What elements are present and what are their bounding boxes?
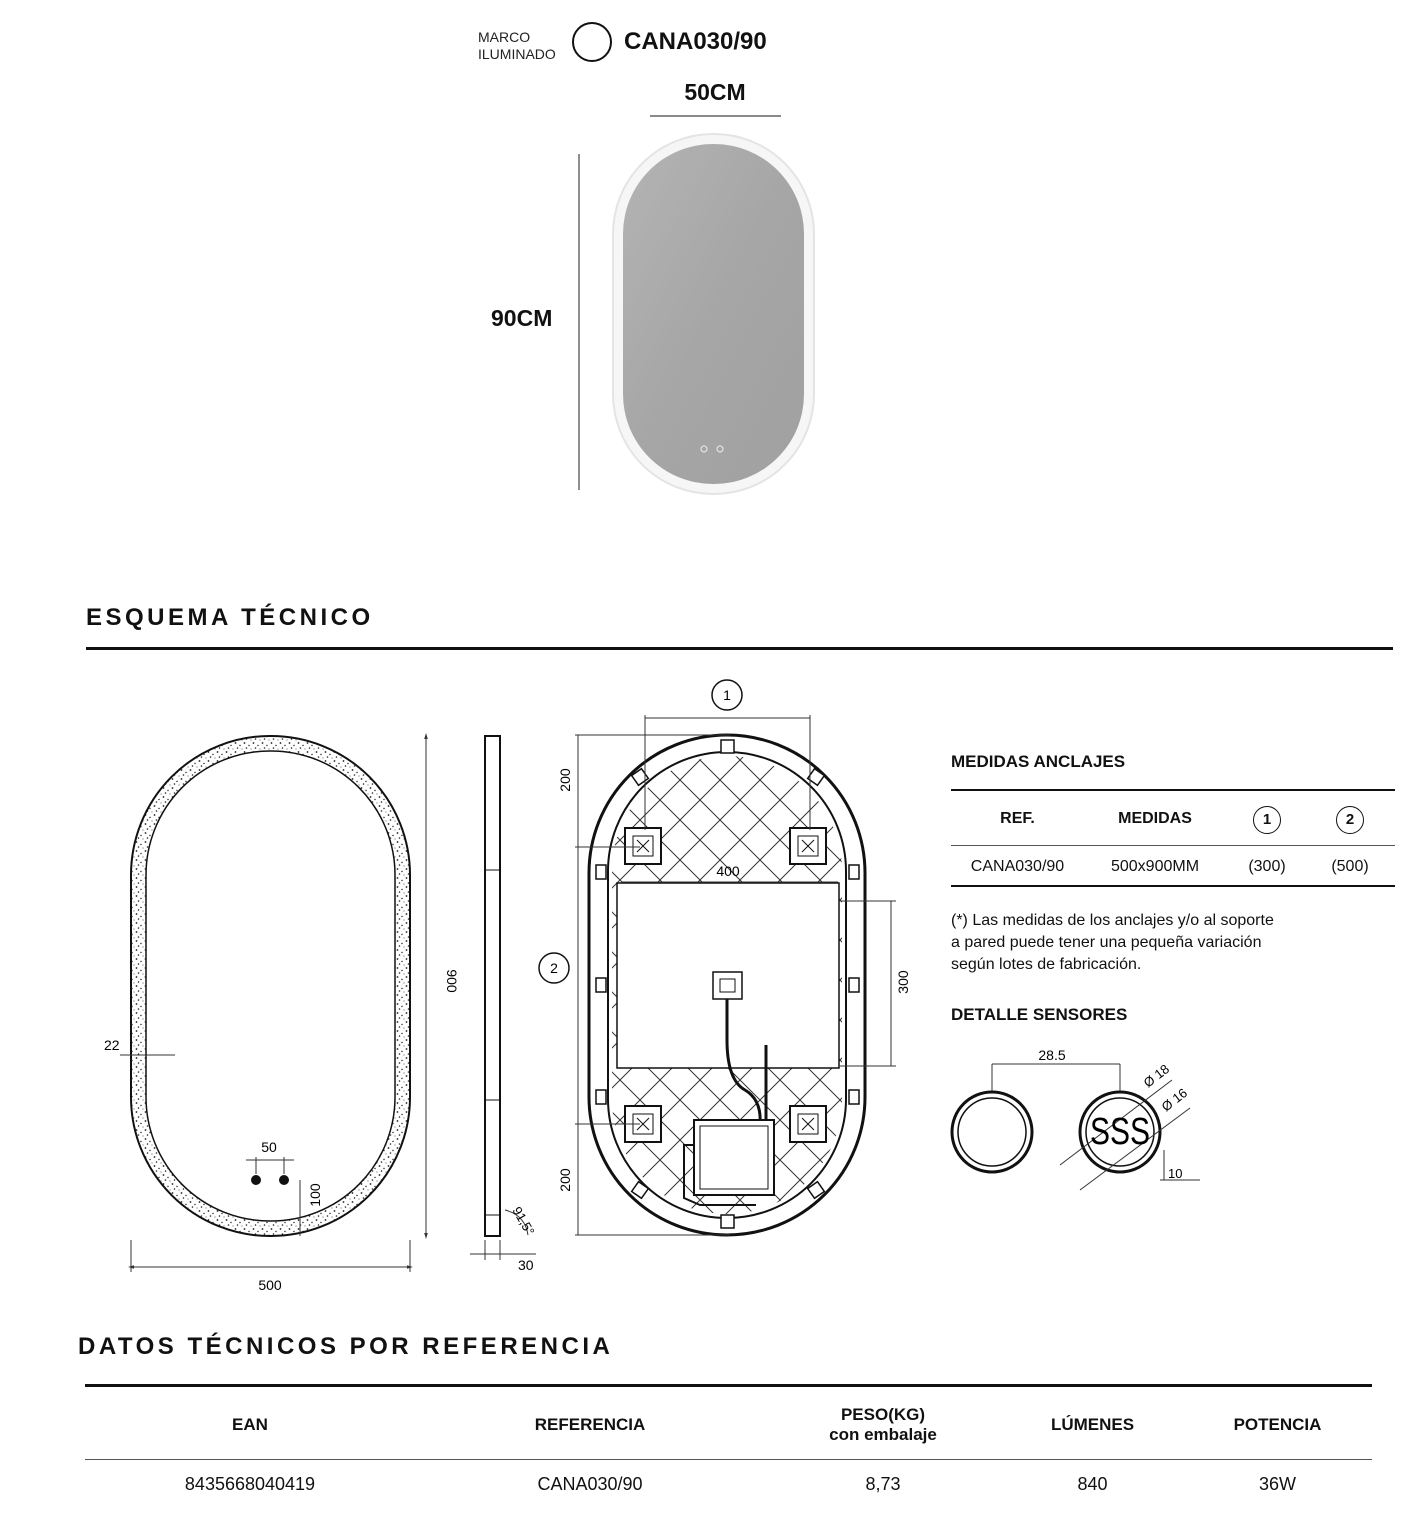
- front-height-dim: 900: [444, 969, 460, 993]
- anchors-header-callout-2: 2: [1336, 806, 1364, 834]
- frame-label-line2: ILUMINADO: [478, 46, 556, 62]
- technical-header-weight-line2: con embalaje: [829, 1425, 937, 1444]
- anchors-header-medidas: MEDIDAS: [1118, 810, 1192, 827]
- side-depth-dim: 30: [518, 1257, 534, 1273]
- sensor-inner-dim: Ø 16: [1158, 1085, 1191, 1115]
- sensor-symbol: SSS: [1090, 1111, 1150, 1153]
- technical-drawing: [0, 660, 930, 1300]
- anchors-rule-mid: [951, 845, 1395, 846]
- front-border-dim: 22: [104, 1037, 120, 1053]
- sensor-detail: [940, 1040, 1200, 1200]
- technical-header-lumens: LÚMENES: [1050, 1415, 1135, 1434]
- sensors-title: DETALLE SENSORES: [951, 1005, 1128, 1024]
- technical-cell-ref: CANA030/90: [537, 1474, 643, 1494]
- anchors-cell: 500x900MM: [1110, 858, 1200, 875]
- callout-1: 1: [723, 687, 731, 703]
- technical-rule-top: [85, 1384, 1372, 1387]
- anchors-rule-top: [951, 789, 1395, 791]
- front-sensor-height-dim: 100: [307, 1183, 323, 1207]
- callout-2: 2: [550, 960, 558, 976]
- frame-label-line1: MARCO: [478, 29, 531, 45]
- anchor-plate: [625, 828, 661, 864]
- mirror-illustration: [0, 0, 1406, 560]
- technical-cell-ean: 8435668040419: [184, 1474, 316, 1494]
- sensor-outer-dim: Ø 18: [1140, 1061, 1173, 1091]
- anchors-note-line: según lotes de fabricación.: [951, 956, 1142, 973]
- technical-header-power: POTENCIA: [1233, 1415, 1322, 1434]
- back-view: [539, 680, 896, 1235]
- anchor-plate: [790, 828, 826, 864]
- technical-header-ean: EAN: [232, 1415, 268, 1434]
- anchors-note-line: a pared puede tener una pequeña variación: [951, 934, 1262, 951]
- anchors-cell: CANA030/90: [970, 858, 1065, 875]
- sensor-dot: [279, 1175, 289, 1185]
- schema-rule: [86, 647, 1393, 650]
- back-inner-height-dim: 300: [895, 970, 911, 994]
- anchors-cell: (500): [1331, 858, 1369, 875]
- schema-title: ESQUEMA TÉCNICO: [86, 604, 374, 631]
- anchors-rule-bottom: [951, 885, 1395, 887]
- technical-rule-mid: [85, 1459, 1372, 1460]
- technical-header-weight-line1: PESO(KG): [840, 1405, 926, 1424]
- width-label: 50CM: [684, 79, 746, 105]
- side-view: [470, 736, 536, 1260]
- technical-cell-power: 36W: [1258, 1474, 1296, 1494]
- height-label: 90CM: [491, 305, 553, 331]
- sensor-offset-dim: 10: [1168, 1166, 1183, 1181]
- anchors-header-ref: REF.: [1000, 810, 1035, 827]
- anchors-title: MEDIDAS ANCLAJES: [951, 752, 1126, 771]
- anchor-plate: [790, 1106, 826, 1142]
- front-sensor-gap-dim: 50: [261, 1139, 277, 1155]
- back-bottom-dim: 200: [557, 1168, 573, 1192]
- anchors-note: [951, 910, 1274, 976]
- technical-cell-weight: 8,73: [865, 1474, 901, 1494]
- mirror-glass: [623, 144, 804, 484]
- anchors-header-callout-1: 1: [1253, 806, 1281, 834]
- technical-cell-lumens: 840: [1077, 1474, 1108, 1494]
- technical-header-ref: REFERENCIA: [534, 1415, 646, 1434]
- front-view: [120, 736, 426, 1272]
- sensor-dot: [251, 1175, 261, 1185]
- back-top-dim: 200: [557, 768, 573, 792]
- technical-header-weight: [783, 1405, 983, 1445]
- anchors-note-line: (*) Las medidas de los anclajes y/o al soporte: [951, 912, 1274, 929]
- anchors-cell: (300): [1248, 858, 1286, 875]
- front-width-dim: 500: [258, 1277, 282, 1293]
- technical-title: DATOS TÉCNICOS POR REFERENCIA: [78, 1333, 614, 1360]
- sensor-spacing-dim: 28.5: [1038, 1047, 1066, 1063]
- product-ref: CANA030/90: [624, 28, 767, 55]
- side-angle-dim: 91,5°: [509, 1204, 538, 1238]
- back-inner-width-dim: 400: [716, 863, 740, 879]
